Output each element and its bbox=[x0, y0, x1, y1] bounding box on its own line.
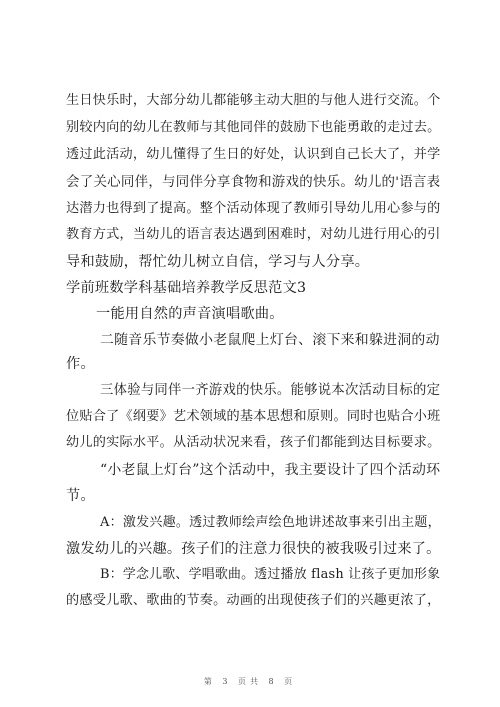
body-text-line: 的感受儿歌、歌曲的节奏。动画的出现使孩子们的兴趣更浓了， bbox=[66, 593, 441, 608]
body-text-line: 三体验与同伴一齐游戏的快乐。能够说本次活动目标的定 bbox=[100, 383, 441, 398]
body-text-line: 作。 bbox=[66, 356, 95, 372]
body-text-line: B：学念儿歌、学唱歌曲。透过播放 flash 让孩子更加形象 bbox=[100, 567, 441, 582]
body-text-line: 一能用自然的声音演唱歌曲。 bbox=[96, 306, 284, 322]
body-text-line: 二随音乐节奏做小老鼠爬上灯台、滚下来和躲进洞的动 bbox=[100, 332, 440, 348]
page-footer: 第 3 页共 8 页 bbox=[203, 677, 297, 686]
body-text-line: 导和鼓励，帮忙幼儿树立自信，学习与人分享。 bbox=[66, 254, 370, 270]
body-text-line: 达潜力也得到了提高。整个活动体现了教师引导幼儿用心参与的 bbox=[66, 201, 441, 216]
body-text-line: 生日快乐时，大部分幼儿都能够主动大胆的与他人进行交流。个 bbox=[66, 93, 441, 108]
section-heading: 学前班数学科基础培养教学反思范文3 bbox=[66, 280, 307, 296]
body-text-line: 节。 bbox=[66, 488, 95, 504]
body-text-line: 幼儿的实际水平。从活动状况来看，孩子们都能到达目标要求。 bbox=[66, 435, 441, 450]
body-text-line: “小老鼠上灯台”这个活动中，我主要设计了四个活动环 bbox=[100, 462, 441, 478]
body-text-line: 位贴合了《纲要》艺术领域的基本思想和原则。同时也贴合小班 bbox=[66, 409, 441, 424]
body-text-line: 透过此活动，幼儿懂得了生日的好处，认识到自己长大了，并学 bbox=[66, 147, 441, 162]
body-text-line: 别较内向的幼儿在教师与其他同伴的鼓励下也能勇敢的走过去。 bbox=[66, 120, 441, 135]
body-text-line: A：激发兴趣。透过教师绘声绘色地讲述故事来引出主题， bbox=[100, 515, 441, 530]
body-text-line: 会了关心同伴，与同伴分享食物和游戏的快乐。幼儿的'语言表 bbox=[66, 174, 441, 190]
body-text-line: 教育方式，当幼儿的语言表达遇到困难时，对幼儿进行用心的引 bbox=[66, 227, 441, 242]
body-text-line: 激发幼儿的兴趣。孩子们的注意力很快的被我吸引过来了。 bbox=[66, 541, 441, 557]
